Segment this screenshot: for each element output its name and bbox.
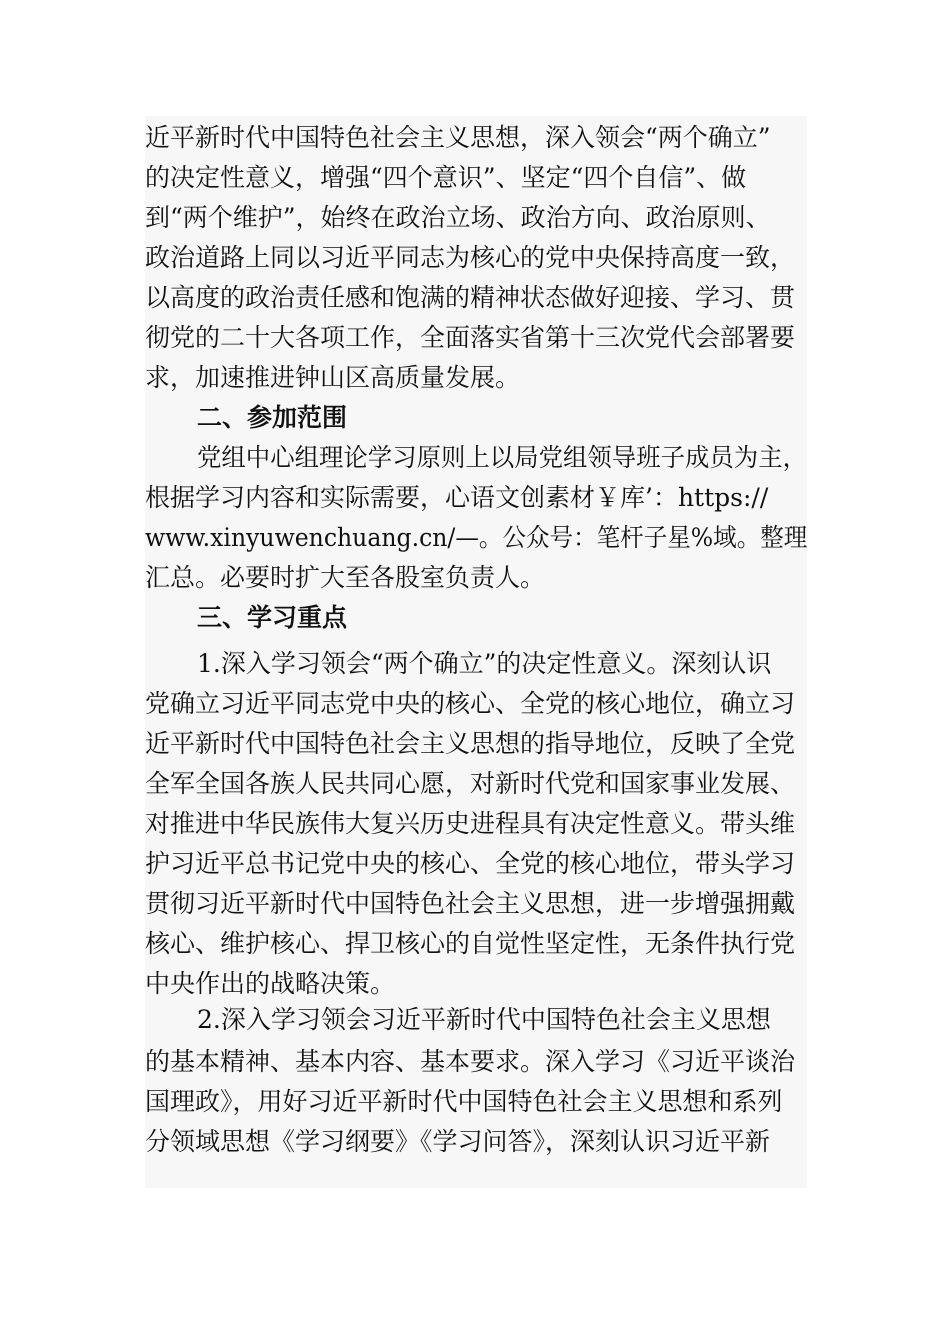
body-line: 求，加速推进钟山区高质量发展。 bbox=[145, 363, 521, 392]
body-line: 以高度的政治责任感和饱满的精神状态做好迎接、学习、贯 bbox=[145, 283, 796, 312]
body-line: 对推进中华民族伟大复兴历史进程具有决定性意义。带头维 bbox=[145, 809, 796, 838]
body-line: 近平新时代中国特色社会主义思想，深入领会“两个确立” bbox=[145, 123, 771, 152]
body-line: 党确立习近平同志党中央的核心、全党的核心地位，确立习 bbox=[145, 689, 796, 718]
document-body bbox=[145, 116, 807, 1188]
body-line: 彻党的二十大各项工作，全面落实省第十三次党代会部署要 bbox=[145, 323, 796, 352]
body-line: 护习近平总书记党中央的核心、全党的核心地位，带头学习 bbox=[145, 849, 796, 878]
body-line: www.xinyuwenchuang.cn/—。公众号：笔杆子星%域。整理 bbox=[145, 523, 808, 552]
body-line: 核心、维护核心、捍卫核心的自觉性坚定性，无条件执行党 bbox=[145, 929, 796, 958]
body-line: 的决定性意义，增强“四个意识”、坚定“四个自信”、做 bbox=[145, 163, 747, 192]
section-heading: 三、学习重点 bbox=[197, 603, 348, 632]
body-line: 中央作出的战略决策。 bbox=[145, 969, 396, 998]
body-line: 的基本精神、基本内容、基本要求。深入学习《习近平谈治 bbox=[145, 1047, 796, 1076]
body-line: 汇总。必要时扩大至各股室负责人。 bbox=[145, 563, 546, 592]
body-line: 全军全国各族人民共同心愿，对新时代党和国家事业发展、 bbox=[145, 769, 796, 798]
body-line: 党组中心组理论学习原则上以局党组领导班子成员为主， bbox=[197, 443, 808, 472]
body-line: 贯彻习近平新时代中国特色社会主义思想，进一步增强拥戴 bbox=[145, 889, 796, 918]
body-line: 1.深入学习领会“两个确立”的决定性意义。深刻认识 bbox=[197, 649, 772, 678]
body-line: 2.深入学习领会习近平新时代中国特色社会主义思想 bbox=[197, 1005, 771, 1034]
body-line: 根据学习内容和实际需要，心语文创素材￥库’：https:// bbox=[145, 483, 769, 512]
body-line: 近平新时代中国特色社会主义思想的指导地位，反映了全党 bbox=[145, 729, 796, 758]
section-heading: 二、参加范围 bbox=[197, 403, 348, 432]
body-line: 国理政》，用好习近平新时代中国特色社会主义思想和系列 bbox=[145, 1087, 783, 1116]
body-line: 分领域思想《学习纲要》《学习问答》，深刻认识习近平新 bbox=[145, 1127, 771, 1156]
body-line: 到“两个维护”，始终在政治立场、政治方向、政治原则、 bbox=[145, 203, 771, 232]
body-line: 政治道路上同以习近平同志为核心的党中央保持高度一致， bbox=[145, 243, 796, 272]
